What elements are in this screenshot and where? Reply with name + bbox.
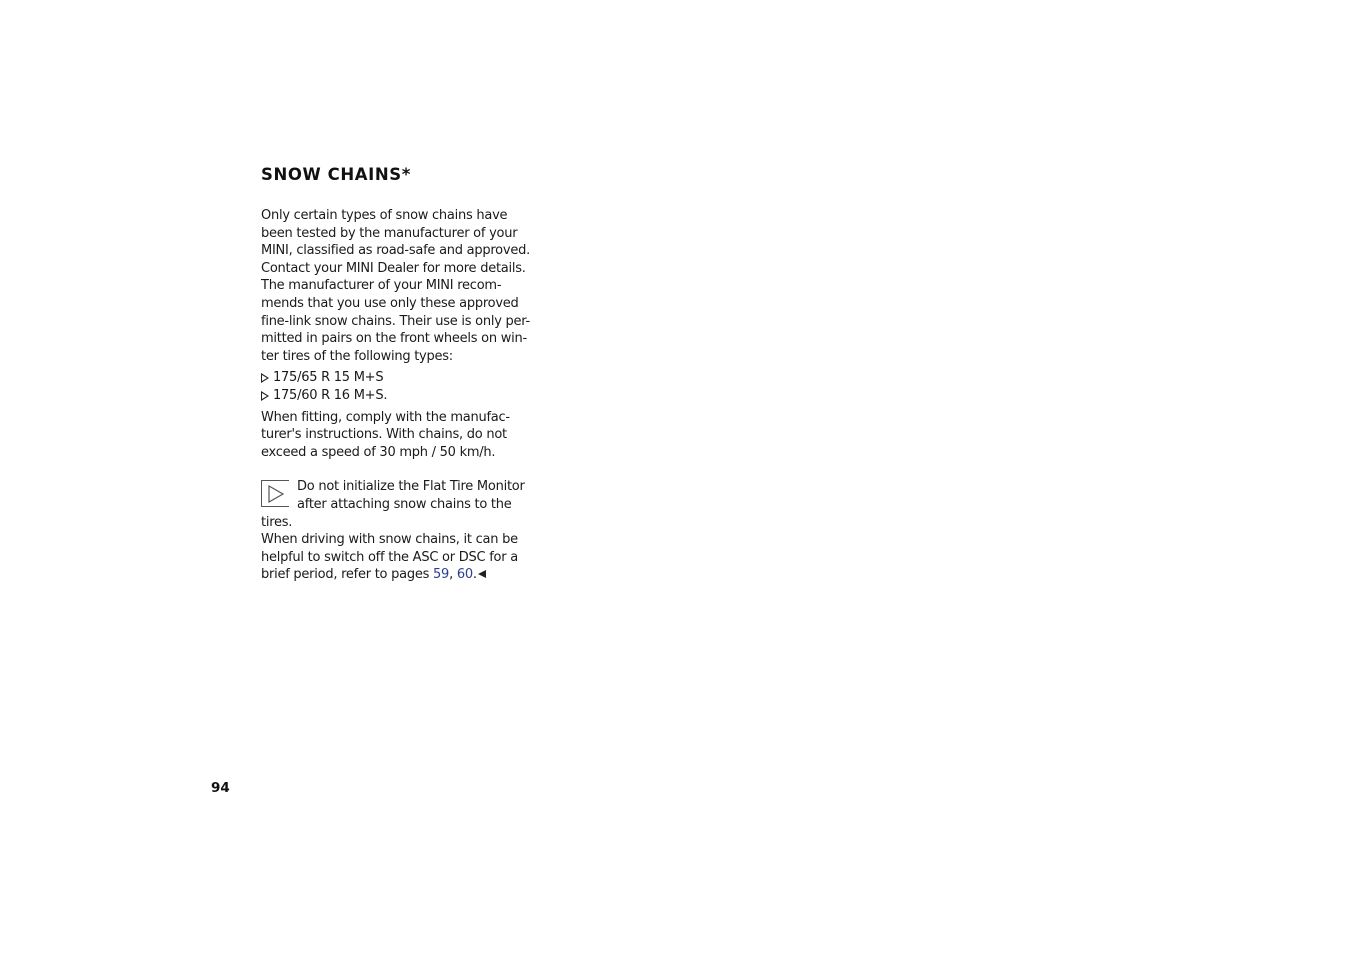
end-of-section-icon [478, 570, 486, 578]
list-item [261, 369, 533, 387]
page-link-60[interactable]: 60 [456, 567, 473, 583]
tire-type-list [261, 369, 533, 404]
intro-paragraph: Only certain types of snow chains have been tested by the manufacturer of your MINI, classified as road-safe and approved. Contact your MINI Dealer for more details. The manufacturer of your MINI recom-mends that you use only these approved fine-link snow chains. Their use is only per-mitted in pairs on the front wheels on win-ter tires of the following types: [261, 208, 530, 364]
note-triangle-icon [261, 480, 289, 507]
section-title: SNOW CHAINS* [261, 165, 412, 184]
tire-type-label: 175/60 R 16 M+S. [273, 387, 388, 403]
asc-dsc-paragraph [261, 531, 533, 584]
note-block [261, 478, 533, 584]
asc-dsc-text: When driving with snow chains, it can be helpful to switch off the ASC or DSC for a brief period, refer to pages [261, 532, 518, 583]
page-number: 94 [211, 780, 230, 796]
bullet-triangle-icon [261, 391, 269, 401]
tire-type-label: 175/65 R 15 M+S [273, 370, 384, 386]
sentence-end: . [472, 567, 477, 583]
list-item [261, 387, 533, 405]
link-separator: , [449, 567, 457, 583]
fitting-paragraph: When fitting, comply with the manufac-turer's instructions. With chains, do not exceed a speed of 30 mph / 50 km/h. [261, 409, 510, 460]
bullet-triangle-icon [261, 373, 269, 383]
page-link-59[interactable]: 59 [433, 567, 450, 583]
page-content [261, 164, 533, 584]
note-text: Do not initialize the Flat Tire Monitor after attaching snow chains to the tires. [261, 479, 525, 530]
